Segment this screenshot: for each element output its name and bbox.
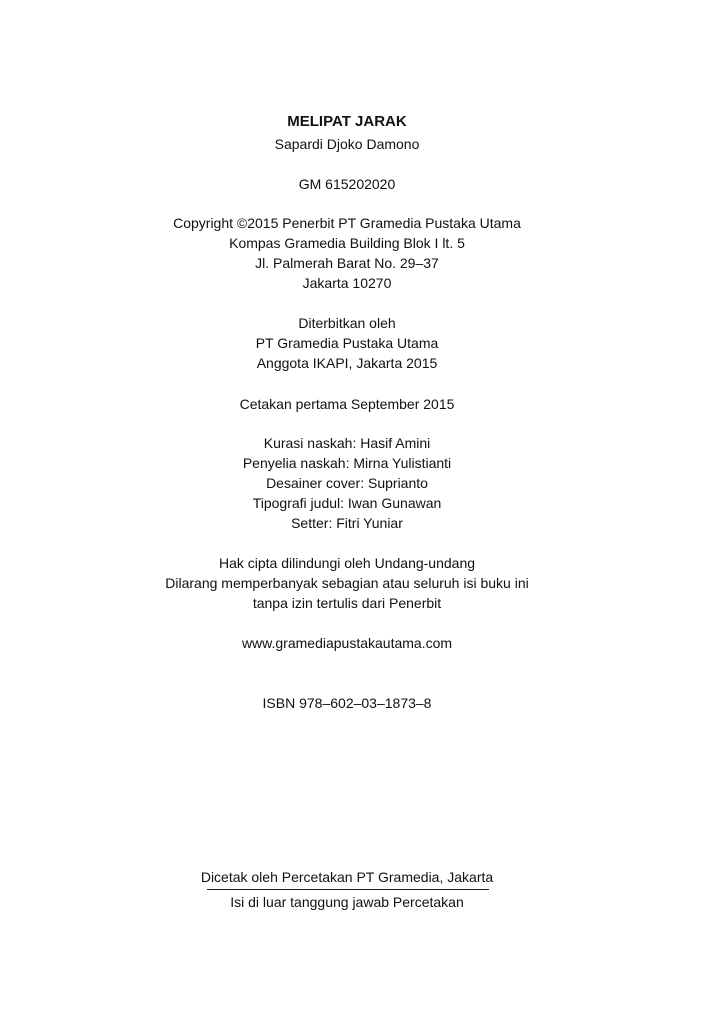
book-title: MELIPAT JARAK <box>287 113 407 130</box>
credit-setter: Setter: Fitri Yuniar <box>291 515 403 531</box>
publisher-membership: Anggota IKAPI, Jakarta 2015 <box>256 355 438 371</box>
publisher-name: PT Gramedia Pustaka Utama <box>255 335 439 351</box>
printer-credit: Dicetak oleh Percetakan PT Gramedia, Jakarta <box>200 869 494 885</box>
book-author: Sapardi Djoko Damono <box>274 136 420 152</box>
credit-cover-designer: Desainer cover: Suprianto <box>266 475 428 491</box>
edition-note: Cetakan pertama September 2015 <box>239 396 455 412</box>
copyright-line: Copyright ©2015 Penerbit PT Gramedia Pustaka Utama <box>173 215 521 231</box>
permission-notice: tanpa izin tertulis dari Penerbit <box>252 595 442 611</box>
printer-disclaimer: Isi di luar tanggung jawab Percetakan <box>230 894 464 910</box>
publisher-building: Kompas Gramedia Building Blok I lt. 5 <box>229 235 465 251</box>
credit-editor: Penyelia naskah: Mirna Yulistianti <box>242 455 452 471</box>
isbn: ISBN 978–602–03–1873–8 <box>262 695 432 711</box>
reproduction-prohibition: Dilarang memperbanyak sebagian atau seluruh isi buku ini <box>165 575 529 591</box>
credit-curator: Kurasi naskah: Hasif Amini <box>263 435 431 451</box>
printer-divider <box>207 889 489 890</box>
catalog-code: GM 615202020 <box>298 176 396 192</box>
rights-notice: Hak cipta dilindungi oleh Undang-undang <box>218 555 476 571</box>
published-by-label: Diterbitkan oleh <box>298 315 396 331</box>
publisher-website: www.gramediapustakautama.com <box>241 635 453 651</box>
publisher-street: Jl. Palmerah Barat No. 29–37 <box>255 255 439 271</box>
publisher-city: Jakarta 10270 <box>302 275 392 291</box>
credit-title-typography: Tipografi judul: Iwan Gunawan <box>252 495 442 511</box>
